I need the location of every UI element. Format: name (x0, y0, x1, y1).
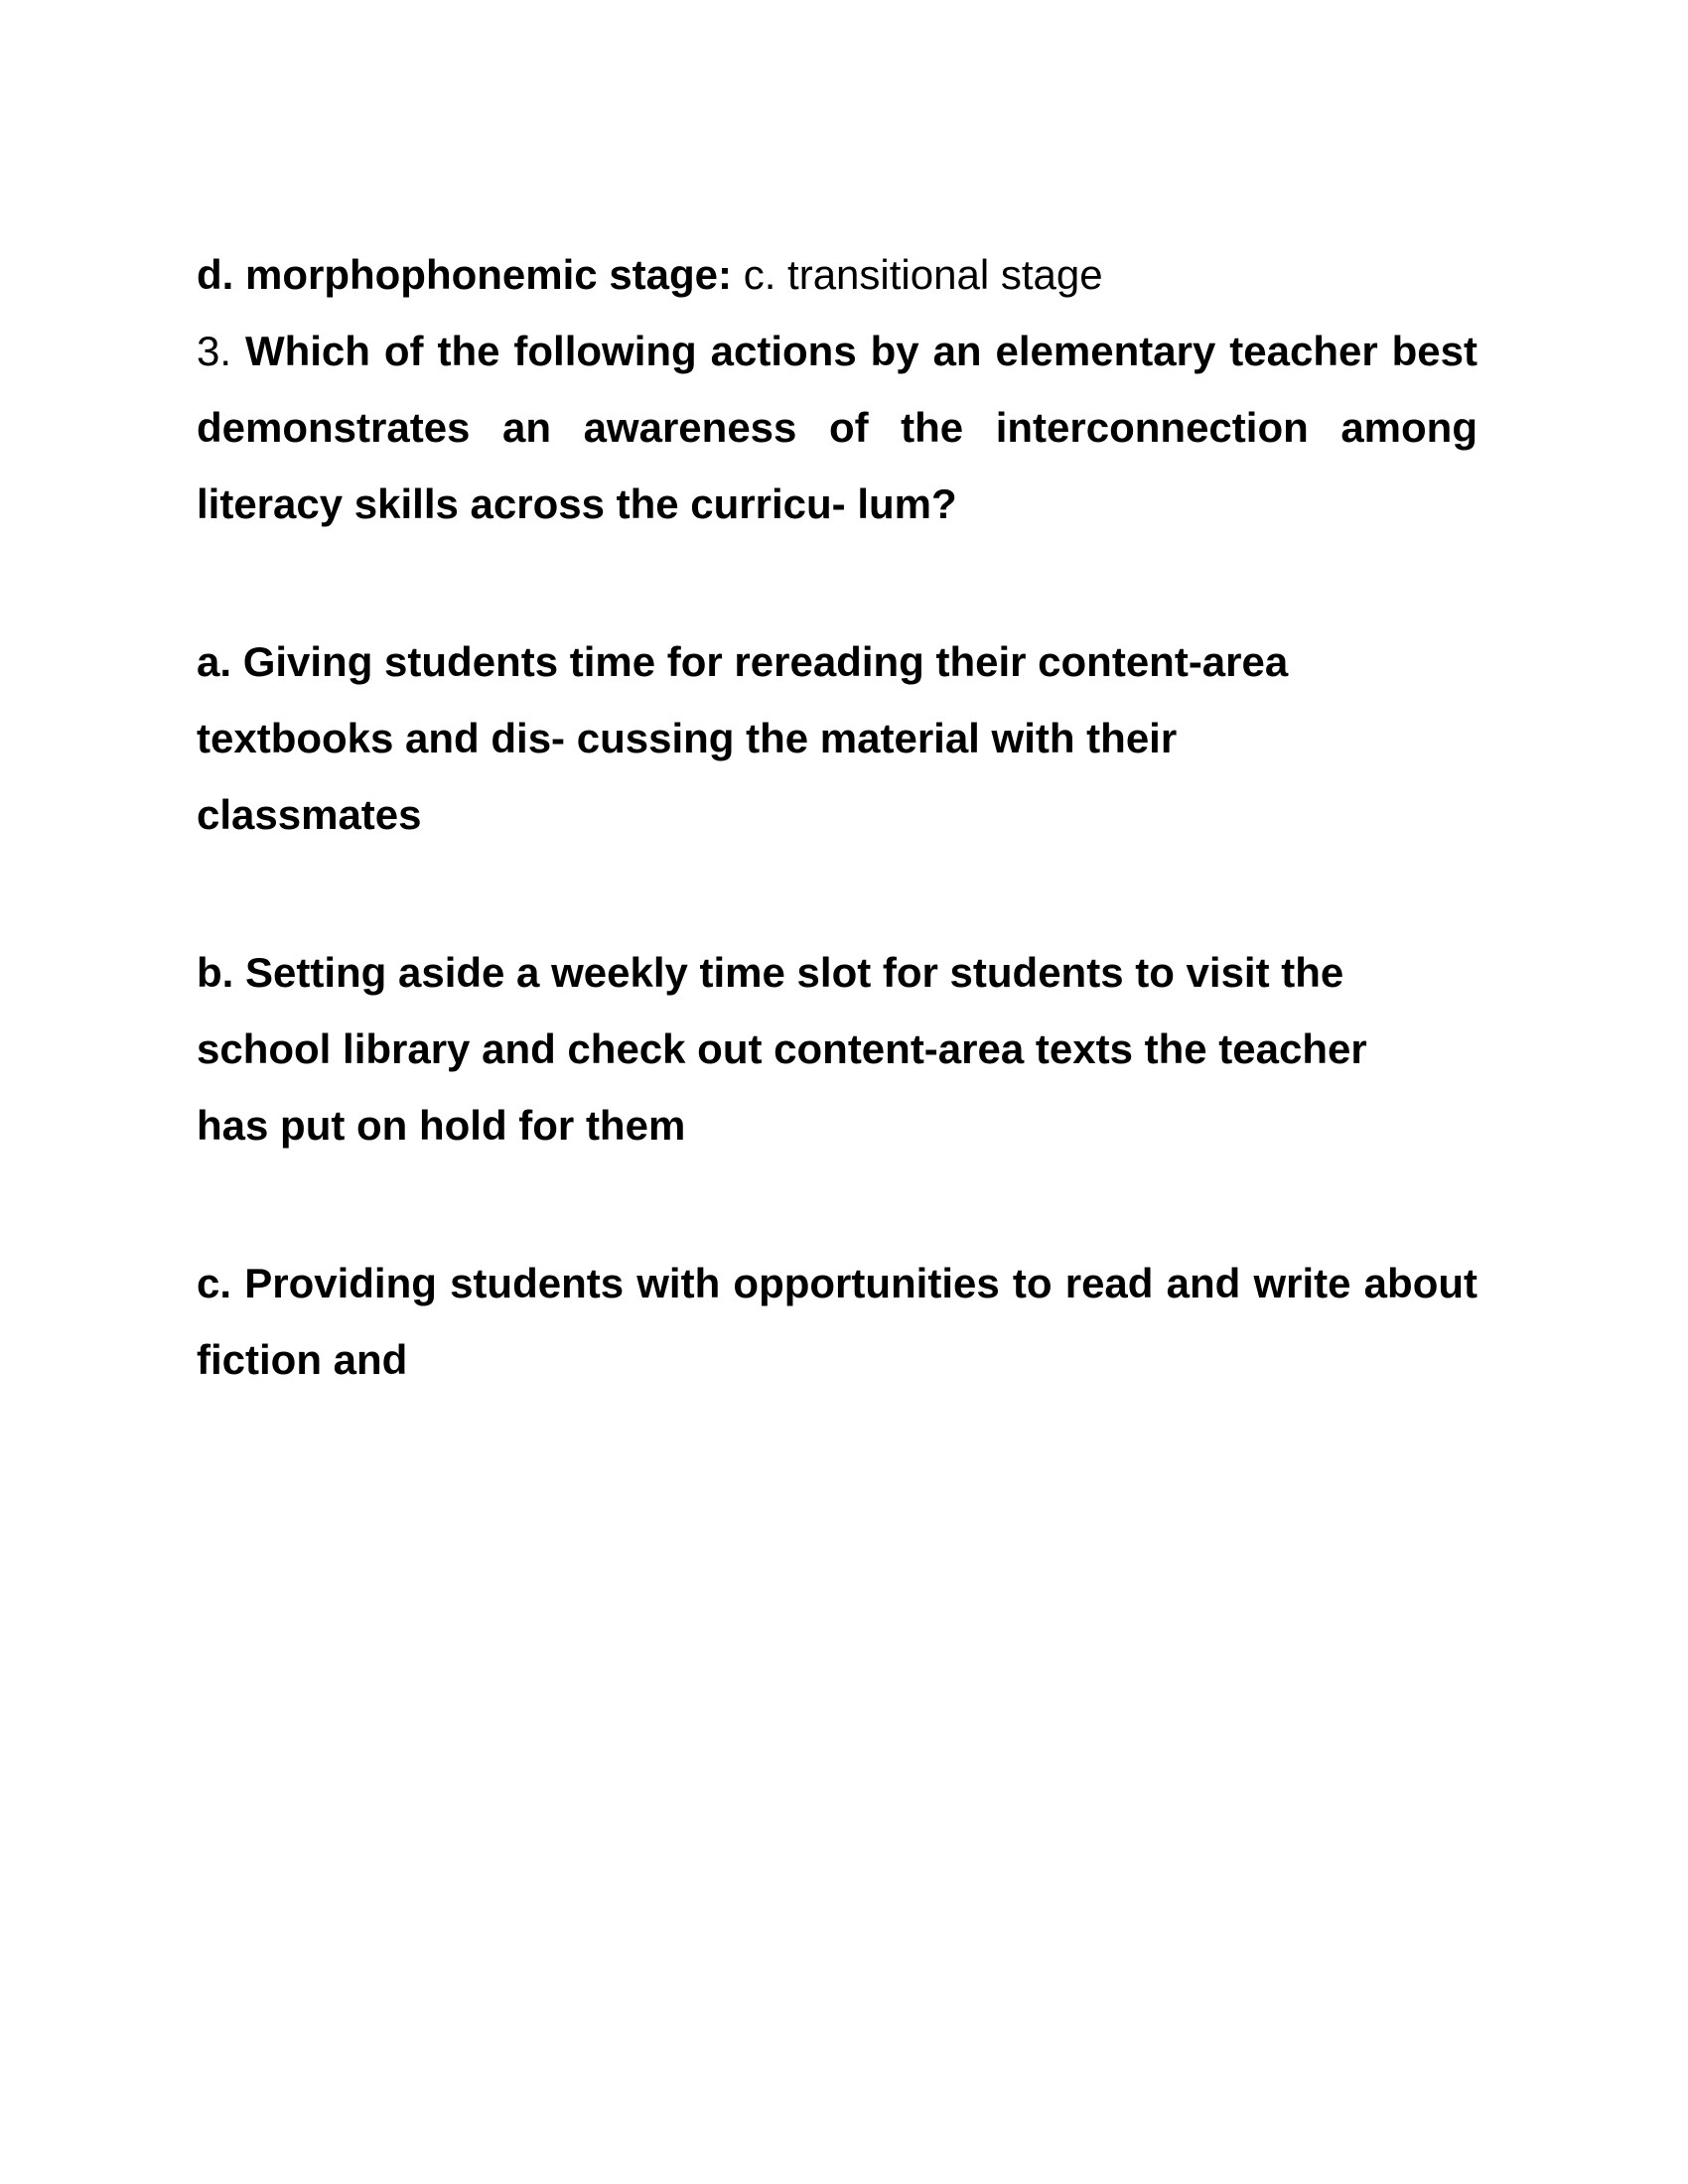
spacer (197, 542, 1477, 623)
option-c: c. Providing students with opportunities to read and write about fiction and (197, 1260, 1477, 1383)
option-b: b. Setting aside a weekly time slot for students to visit the school library and check out content-area texts the teacher has put on hold for them (197, 949, 1367, 1149)
question-number: 3. (197, 328, 245, 374)
option-a: a. Giving students time for rereading their content-area textbooks and dis- cussing the material with their classmates (197, 638, 1289, 838)
answer-value: c. transitional stage (732, 251, 1103, 298)
previous-answer-line (197, 236, 1477, 313)
question-3 (197, 313, 1477, 542)
question-text: Which of the following actions by an elementary teacher best demonstrates an awareness of the interconnection among literacy skills across the curricu- lum? (197, 328, 1477, 527)
spacer (197, 1163, 1477, 1245)
spacer (197, 853, 1477, 934)
document-page (197, 236, 1477, 1398)
answer-label: d. morphophonemic stage: (197, 251, 733, 298)
